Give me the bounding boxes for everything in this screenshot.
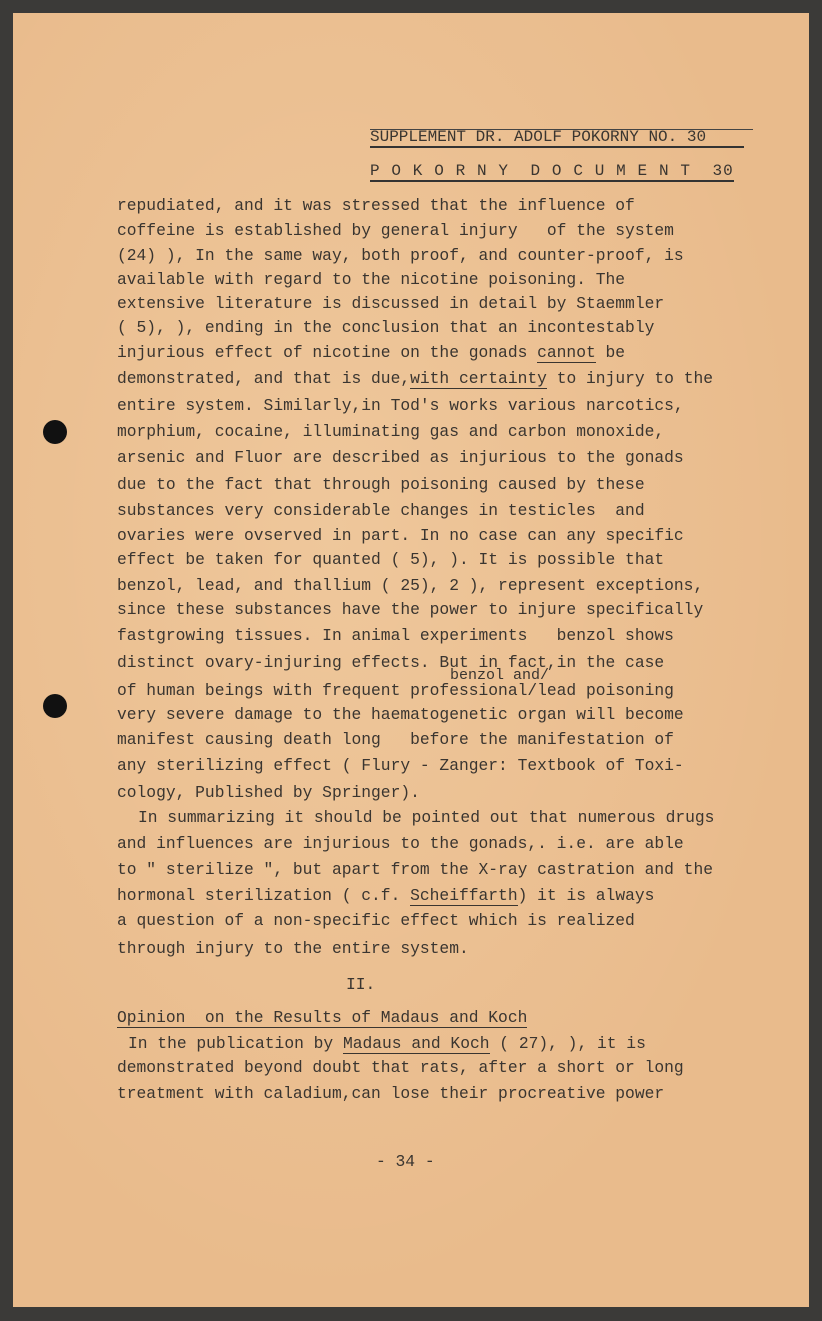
text-segment: benzol and/	[450, 667, 550, 684]
text-segment: fastgrowing tissues. In animal experiments benzol shows	[117, 626, 674, 645]
text-line	[117, 396, 684, 416]
text-line	[117, 860, 713, 880]
text-segment: any sterilizing effect ( Flury - Zanger: Textbook of Toxi-	[117, 756, 684, 775]
document-title: P O K O R N Y D O C U M E N T 30	[370, 162, 734, 180]
text-line	[117, 422, 664, 442]
text-segment: to injury to the	[546, 369, 714, 388]
supplement-header: SUPPLEMENT DR. ADOLF POKORNY NO. 30	[370, 128, 744, 148]
text-segment: coffeine is established by general injury of the system	[117, 221, 674, 240]
text-segment: cology, Published by Springer).	[117, 783, 420, 802]
text-segment: ovaries were ovserved in part. In no case can any specific	[117, 526, 684, 545]
text-segment: due to the fact that through poisoning caused by these	[117, 475, 645, 494]
text-segment: In summarizing it should be pointed out that numerous drugs	[138, 808, 715, 827]
text-line	[117, 756, 684, 776]
text-segment: ( 5), ), ending in the conclusion that an incontestably	[117, 318, 655, 337]
text-line	[117, 369, 713, 389]
text-line	[117, 783, 420, 803]
text-line	[117, 653, 664, 673]
text-segment: morphium, cocaine, illuminating gas and carbon monoxide,	[117, 422, 665, 441]
text-segment: of human beings with frequent professional/lead poisoning	[117, 681, 674, 700]
underlined-text: with certainty	[410, 369, 547, 388]
text-segment: repudiated, and it was stressed that the influence of	[117, 196, 635, 215]
text-segment: and influences are injurious to the gonads,. i.e. are able	[117, 834, 684, 853]
text-line	[138, 808, 714, 828]
text-line	[117, 550, 664, 570]
text-line	[117, 448, 684, 468]
underlined-text: Madaus and Koch	[342, 1034, 490, 1053]
text-line	[117, 1058, 684, 1078]
punch-hole	[43, 694, 67, 718]
section-heading	[117, 1008, 527, 1028]
text-segment: manifest causing death long before the manifestation of	[117, 730, 674, 749]
text-line	[117, 343, 625, 363]
text-segment: ( 27), ), it is	[489, 1034, 646, 1053]
page-number: - 34 -	[376, 1152, 435, 1171]
text-segment: since these substances have the power to injure specifically	[117, 600, 704, 619]
text-segment: extensive literature is discussed in detail by Staemmler	[117, 294, 665, 313]
text-line	[117, 576, 703, 596]
text-segment: to " sterilize ", but apart from the X-ray castration and the	[117, 860, 713, 879]
text-line	[117, 600, 703, 620]
text-segment: be	[595, 343, 626, 362]
text-line	[117, 626, 674, 646]
text-line	[117, 221, 674, 241]
text-segment: arsenic and Fluor are described as injurious to the gonads	[117, 448, 684, 467]
text-segment: demonstrated, and that is due,	[117, 369, 411, 388]
text-segment: substances very considerable changes in testicles and	[117, 501, 645, 520]
text-line	[117, 270, 625, 290]
text-line	[117, 1084, 664, 1104]
text-line	[117, 526, 684, 546]
text-segment: demonstrated beyond doubt that rats, after a short or long	[117, 1058, 684, 1077]
text-line	[117, 886, 654, 906]
text-line	[117, 681, 674, 701]
underlined-text: Scheiffarth	[410, 886, 518, 905]
text-segment: entire system. Similarly,in Tod's works various narcotics,	[117, 396, 684, 415]
text-segment: hormonal sterilization ( c.f.	[117, 886, 411, 905]
text-line	[117, 294, 664, 314]
text-segment: In the publication by	[128, 1034, 343, 1053]
text-line	[117, 318, 654, 338]
text-line	[117, 196, 635, 216]
text-line	[117, 834, 684, 854]
text-segment: treatment with caladium,can lose their procreative power	[117, 1084, 665, 1103]
text-segment: available with regard to the nicotine poisoning. The	[117, 270, 626, 289]
text-segment: (24) ), In the same way, both proof, and counter-proof, is	[117, 246, 684, 265]
text-line	[117, 705, 684, 725]
underlined-text: cannot	[537, 343, 596, 362]
text-segment: very severe damage to the haematogenetic organ will become	[117, 705, 684, 724]
text-segment: injurious effect of nicotine on the gonads	[117, 343, 538, 362]
section-number: II.	[346, 975, 376, 994]
text-line	[117, 911, 635, 931]
punch-hole	[43, 420, 67, 444]
text-line	[117, 939, 469, 959]
text-line	[117, 246, 684, 266]
text-segment: through injury to the entire system.	[117, 939, 469, 958]
text-segment: distinct ovary-injuring effects. But in fact,in the case	[117, 653, 665, 672]
text-segment: benzol, lead, and thallium ( 25), 2 ), represent exceptions,	[117, 576, 704, 595]
text-segment: ) it is always	[517, 886, 655, 905]
text-segment: a question of a non-specific effect which is realized	[117, 911, 635, 930]
text-line	[128, 1034, 646, 1054]
text-segment: effect be taken for quanted ( 5), ). It is possible that	[117, 550, 665, 569]
text-line	[117, 475, 645, 495]
text-line	[117, 730, 674, 750]
underlined-text: Opinion on the Results of Madaus and Koch	[117, 1008, 528, 1027]
text-line	[117, 501, 645, 521]
